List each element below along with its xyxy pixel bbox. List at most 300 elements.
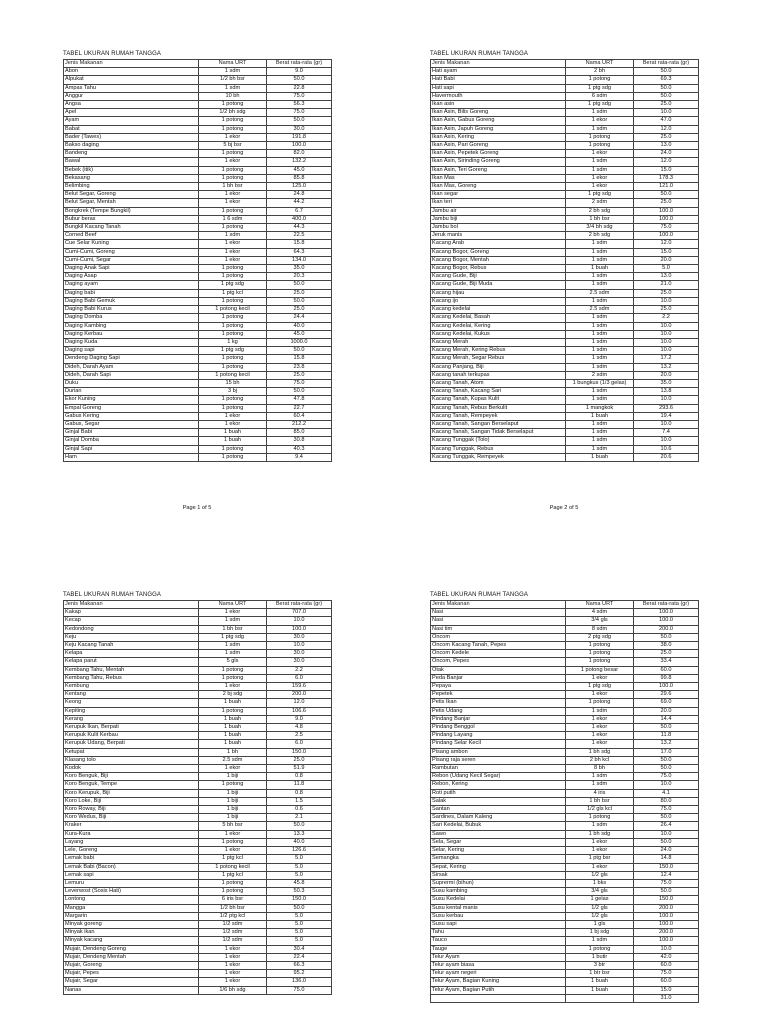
table-cell: Nanas <box>64 986 199 994</box>
table-cell: Gabus, Segar <box>64 420 199 428</box>
table-cell: 1 potong <box>199 150 267 158</box>
table-cell: 13.2 <box>634 363 699 371</box>
table-cell: 1 ptg kcl <box>199 855 267 863</box>
table-cell: 1 biji <box>199 814 267 822</box>
table-cell: 12.0 <box>634 158 699 166</box>
table-cell: 44.3 <box>267 224 332 232</box>
table-row <box>431 617 699 625</box>
table-cell: 100.0 <box>267 625 332 633</box>
table-cell: 51.9 <box>267 765 332 773</box>
table-row <box>64 437 332 445</box>
table-row <box>64 715 332 723</box>
table-row <box>64 838 332 846</box>
table-cell: Pisang raja seren <box>431 756 566 764</box>
table-row <box>64 658 332 666</box>
table-cell: 1 potong <box>199 666 267 674</box>
table-cell: 1/2 bh sdg <box>199 109 267 117</box>
table-cell: Kecap <box>64 617 199 625</box>
table-cell: 1 ekor <box>199 256 267 264</box>
table-cell: Layang <box>64 838 199 846</box>
table-row <box>64 133 332 141</box>
table-cell: Nasi <box>431 609 566 617</box>
table-cell: 20.0 <box>634 256 699 264</box>
table-cell: 1 biji <box>199 797 267 805</box>
table-cell: 1 ekor <box>199 765 267 773</box>
table-row <box>431 355 699 363</box>
table-row <box>64 830 332 838</box>
table-cell: Pindang Banjar <box>431 715 566 723</box>
table-row <box>64 773 332 781</box>
table-cell: 1 ekor <box>199 609 267 617</box>
table-cell: Kacang hijau <box>431 289 566 297</box>
table-row <box>64 199 332 207</box>
page-title: TABEL UKURAN RUMAH TANGGA <box>63 51 161 57</box>
table-cell: 106.6 <box>267 707 332 715</box>
table-row <box>431 338 699 346</box>
table-cell: Roti putih <box>431 789 566 797</box>
table-cell: 1 sdm <box>199 68 267 76</box>
table-row <box>64 847 332 855</box>
table-cell: 1 sdm <box>566 158 634 166</box>
table-cell: 7.4 <box>634 429 699 437</box>
table-cell: 50.0 <box>634 191 699 199</box>
table-row <box>431 248 699 256</box>
table-cell: 1 sdm <box>566 281 634 289</box>
table-cell: 26.4 <box>634 822 699 830</box>
table-cell: 6.0 <box>267 674 332 682</box>
table-cell: Kacang Tunggak, Rebus <box>431 445 566 453</box>
table-cell: 1 potong <box>566 945 634 953</box>
table-cell: 100.0 <box>634 937 699 945</box>
table-row <box>431 133 699 141</box>
table-cell: Petis Ikan <box>431 699 566 707</box>
table-cell: Ketupat <box>64 748 199 756</box>
table-cell: Kacang Tunggak, Rempeyek <box>431 453 566 461</box>
table-cell: 4 iris <box>566 789 634 797</box>
table-cell: 82.0 <box>267 150 332 158</box>
table-row <box>431 773 699 781</box>
table-cell: Ikan Asin, Kering <box>431 133 566 141</box>
table-row <box>64 871 332 879</box>
table-cell: 1 potong <box>566 658 634 666</box>
table-cell: 1 ekor <box>199 240 267 248</box>
table-cell: 1000.0 <box>267 338 332 346</box>
table-cell: Kentang <box>64 691 199 699</box>
table-cell: 1 ekor <box>199 191 267 199</box>
table-row <box>431 953 699 961</box>
table <box>63 600 332 995</box>
table-header <box>64 60 332 68</box>
table-cell: 1 kg <box>199 338 267 346</box>
table-row <box>64 322 332 330</box>
table-row <box>64 691 332 699</box>
table-cell: Santan <box>431 806 566 814</box>
table-cell: 10.0 <box>634 945 699 953</box>
table-cell: 1/2 gls kcl <box>566 806 634 814</box>
table-row <box>64 806 332 814</box>
table-cell: 12.0 <box>634 125 699 133</box>
table-row <box>431 158 699 166</box>
table-cell: 1 bh sdg <box>566 748 634 756</box>
table-cell: 25.0 <box>267 289 332 297</box>
table-cell: Pepaya <box>431 683 566 691</box>
table-cell: 1/6 bh sdg <box>199 986 267 994</box>
table-cell: 5.0 <box>267 871 332 879</box>
table-row <box>64 789 332 797</box>
table-row <box>431 970 699 978</box>
table-cell: 1 ekor <box>199 830 267 838</box>
table-cell: 5 bh bsr <box>199 822 267 830</box>
table-cell: 30.0 <box>267 658 332 666</box>
table-cell: Hati ayam <box>431 68 566 76</box>
table-cell: Anggur <box>64 92 199 100</box>
table-cell: 50.0 <box>634 633 699 641</box>
table-cell: Keju <box>64 633 199 641</box>
table-row <box>64 453 332 461</box>
table-cell: 2.2 <box>634 314 699 322</box>
table-cell: Telur Ayam <box>431 953 566 961</box>
table-cell: 1 ekor <box>199 683 267 691</box>
table-cell: 1 biji <box>199 773 267 781</box>
table-cell: Kacang Panjang, Biji <box>431 363 566 371</box>
table-cell: 1 ekor <box>199 420 267 428</box>
table-cell: 33.4 <box>634 658 699 666</box>
table-cell: Berat rata-rata (gr) <box>267 60 332 68</box>
table-cell: 20.3 <box>267 273 332 281</box>
table-cell: 15.8 <box>267 355 332 363</box>
table-cell: Daging Kambing <box>64 322 199 330</box>
table-cell: 6 iris bsr <box>199 896 267 904</box>
table-cell: 1 sdm <box>566 256 634 264</box>
page-3 <box>63 592 331 995</box>
table-row <box>64 650 332 658</box>
table-row <box>431 232 699 240</box>
table-cell: Susu kambing <box>431 888 566 896</box>
table-cell: Jenis Makanan <box>64 601 199 609</box>
table-cell: 1 potong <box>566 699 634 707</box>
table-cell: 29.6 <box>634 691 699 699</box>
table-cell: 12.0 <box>267 699 332 707</box>
table-cell: 30.0 <box>267 125 332 133</box>
table-cell: 50.0 <box>267 297 332 305</box>
table-cell: 6.7 <box>267 207 332 215</box>
table-cell: Belut Segar, Goreng <box>64 191 199 199</box>
table-cell: Ikan Mas, Goreng <box>431 183 566 191</box>
table-cell: 17.2 <box>634 355 699 363</box>
table-cell: 1 ekor <box>566 174 634 182</box>
table-cell: 1 ekor <box>566 674 634 682</box>
table-cell: 75.0 <box>267 379 332 387</box>
table-cell: Lemuru <box>64 879 199 887</box>
table-cell: 25.0 <box>634 650 699 658</box>
table-cell: 1 buah <box>199 699 267 707</box>
table-row <box>64 674 332 682</box>
table-cell: 1 potong <box>199 363 267 371</box>
table-cell: 30.8 <box>267 437 332 445</box>
table-cell: Bongkrek (Tempe Bungkil) <box>64 207 199 215</box>
table-cell: 1 potong <box>199 314 267 322</box>
table-cell: Koro Kerupuk, Biji <box>64 789 199 797</box>
table-cell: 30.4 <box>267 945 332 953</box>
table-cell: 1 buah <box>566 265 634 273</box>
table-cell: 20.0 <box>634 707 699 715</box>
table-cell: 1 ptg kcl <box>199 289 267 297</box>
table-row <box>64 609 332 617</box>
table-row <box>64 978 332 986</box>
table-cell: 22.4 <box>267 953 332 961</box>
table-cell: 1 potong <box>199 453 267 461</box>
table-row <box>64 150 332 158</box>
table-row <box>64 109 332 117</box>
table-row <box>64 666 332 674</box>
page-1 <box>63 51 331 462</box>
table-row <box>431 879 699 887</box>
table-row <box>64 740 332 748</box>
table-cell: Pisang ambon <box>431 748 566 756</box>
table-cell: Mujair, Goreng <box>64 961 199 969</box>
table-cell: 5.0 <box>267 863 332 871</box>
table-cell: 2.5 sdm <box>199 756 267 764</box>
table-cell: 13.0 <box>634 142 699 150</box>
table-cell: 1 sdm <box>566 248 634 256</box>
table-cell: Kembang Tahu, Mentah <box>64 666 199 674</box>
table-cell: Ikan segar <box>431 191 566 199</box>
table-cell: 1 bh <box>199 748 267 756</box>
table-row <box>431 109 699 117</box>
table-cell: 69.0 <box>634 699 699 707</box>
table-cell: 2 bh <box>566 68 634 76</box>
table-cell: Bungkil Kacang Tanah <box>64 224 199 232</box>
table-row <box>431 756 699 764</box>
table-cell: 1 potong <box>566 142 634 150</box>
table-cell: Kacang Tunggak (Tolo) <box>431 437 566 445</box>
table-row <box>431 183 699 191</box>
table-cell: 200.0 <box>634 929 699 937</box>
table-cell: Koro Wedus, Biji <box>64 814 199 822</box>
table-row <box>431 724 699 732</box>
table-cell: 1 mangkok <box>566 404 634 412</box>
table-row <box>431 674 699 682</box>
table-cell: Kacang Tanah, Sangan Tidak Berselaput <box>431 429 566 437</box>
table-cell: 293.6 <box>634 404 699 412</box>
table-cell: Nama URT <box>566 60 634 68</box>
table-cell: Susu kental manis <box>431 904 566 912</box>
table-cell: 1 potong <box>199 330 267 338</box>
table-row <box>64 707 332 715</box>
table-cell: 1 buah <box>199 715 267 723</box>
page-4 <box>430 592 698 1003</box>
table-cell: Kacang kedelai <box>431 306 566 314</box>
table-row <box>431 191 699 199</box>
table-cell: 25.0 <box>634 101 699 109</box>
table-cell: Mujair, Pepes <box>64 970 199 978</box>
table-cell: 50.0 <box>634 68 699 76</box>
table-cell: 1 ptg bsr <box>566 855 634 863</box>
table-row <box>64 404 332 412</box>
table-row <box>431 863 699 871</box>
table-cell: 5.0 <box>267 855 332 863</box>
table-cell: 3/4 gls <box>566 617 634 625</box>
table-cell: 1 buah <box>199 732 267 740</box>
table-cell: 200.0 <box>267 691 332 699</box>
table-cell: 1 buah <box>566 453 634 461</box>
table-cell: 1 buah <box>566 978 634 986</box>
table-cell: 15 bh <box>199 379 267 387</box>
table-cell: 24.4 <box>267 314 332 322</box>
table-row <box>64 396 332 404</box>
table-cell: Ham <box>64 453 199 461</box>
table-cell: 6 sdm <box>566 92 634 100</box>
table-cell: Pindang Selar Kecil <box>431 740 566 748</box>
table-cell: Kacang Bogor, Rebus <box>431 265 566 273</box>
table-cell: 1 potong <box>199 674 267 682</box>
table-cell: 30.0 <box>267 650 332 658</box>
table-header <box>431 60 699 68</box>
table-row <box>431 920 699 928</box>
table-cell: Kacang Kedelai, Kukus <box>431 330 566 338</box>
table-cell: 25.0 <box>267 306 332 314</box>
table-cell: Ginjal Babi <box>64 429 199 437</box>
table-cell: 50.0 <box>267 904 332 912</box>
table-cell: 1 bh sdg <box>566 830 634 838</box>
table-cell: 212.2 <box>267 420 332 428</box>
table-cell: 1 ekor <box>199 970 267 978</box>
table-cell: 1 ekor <box>199 961 267 969</box>
table-row <box>64 338 332 346</box>
table-cell: 1 potong <box>199 322 267 330</box>
table-cell: 100.0 <box>634 207 699 215</box>
table-cell: Ikan teri <box>431 199 566 207</box>
table-cell: 10.0 <box>634 109 699 117</box>
table-cell: 1 ekor <box>199 978 267 986</box>
table-cell: 75.0 <box>267 92 332 100</box>
table-cell: Bubur beras <box>64 215 199 223</box>
table-cell: 45.0 <box>267 166 332 174</box>
table-row <box>64 748 332 756</box>
table-cell: Kacang Tanah, Rebus Berkulit <box>431 404 566 412</box>
table-row <box>431 650 699 658</box>
table-cell: Koro Loke, Biji <box>64 797 199 805</box>
table-row <box>64 248 332 256</box>
table-cell: 50.0 <box>267 117 332 125</box>
table-cell: 150.0 <box>634 863 699 871</box>
table-cell: 24.0 <box>634 847 699 855</box>
table-cell: Bebek (itik) <box>64 166 199 174</box>
table-cell: 1 sdm <box>566 420 634 428</box>
table-cell: 10.0 <box>634 347 699 355</box>
table-cell: Kacang Merah, Segar Rebus <box>431 355 566 363</box>
table-cell: 1 potong kecil <box>199 371 267 379</box>
table-cell: Daging Anak Sapi <box>64 265 199 273</box>
table-cell: 45.8 <box>267 879 332 887</box>
table-row <box>431 822 699 830</box>
table-cell: Kacang Merah <box>431 338 566 346</box>
table-row <box>64 183 332 191</box>
table-row <box>64 363 332 371</box>
table-cell: Jambu biji <box>431 215 566 223</box>
table-cell: Rebon, Kering <box>431 781 566 789</box>
table-cell: Salak <box>431 797 566 805</box>
table-cell: 3 btr <box>566 961 634 969</box>
table-cell: Daging Babi Gemuk <box>64 297 199 305</box>
table-cell: Minyak goreng <box>64 920 199 928</box>
table-cell: 0.8 <box>267 789 332 797</box>
table-row <box>431 166 699 174</box>
table-row <box>64 986 332 994</box>
table-cell: 1 ekor <box>199 133 267 141</box>
table-cell: 5.0 <box>267 912 332 920</box>
table-cell: 13.3 <box>267 830 332 838</box>
table-cell: 1 potong <box>199 879 267 887</box>
table-cell: Minyak kacang <box>64 937 199 945</box>
table-cell: 4.8 <box>267 724 332 732</box>
table-row <box>64 781 332 789</box>
table-cell: 1 sdm <box>566 273 634 281</box>
table-cell: Koro Benguk, Tempe <box>64 781 199 789</box>
table-cell: 1 potong <box>199 445 267 453</box>
table-row <box>64 289 332 297</box>
table-row <box>64 732 332 740</box>
table-cell: 1 sdm <box>566 297 634 305</box>
table-row <box>431 666 699 674</box>
table-cell: 191.8 <box>267 133 332 141</box>
table-cell: 1 ptg sdg <box>566 191 634 199</box>
table-row <box>431 904 699 912</box>
table-cell: 1 potong <box>199 273 267 281</box>
table-row <box>431 732 699 740</box>
table-cell: Kacang Arab <box>431 240 566 248</box>
table-cell: 25.0 <box>634 199 699 207</box>
table-row <box>431 830 699 838</box>
table-row <box>64 822 332 830</box>
table-cell: Daging ayam <box>64 281 199 289</box>
table-row <box>64 117 332 125</box>
table-cell: Leverwost (Sosis Hati) <box>64 888 199 896</box>
table-cell: 13.0 <box>634 273 699 281</box>
table-row <box>64 240 332 248</box>
table-row <box>431 125 699 133</box>
table-cell: Kura-Kura <box>64 830 199 838</box>
table-cell: 1 sdm <box>566 707 634 715</box>
page-footer: Page 1 of 5 <box>182 505 212 511</box>
table-cell: 1 potong <box>566 814 634 822</box>
table-cell: 1 sdm <box>566 388 634 396</box>
table-cell: 50.0 <box>267 281 332 289</box>
table-row <box>64 855 332 863</box>
table-cell: 2 bh kcl <box>566 756 634 764</box>
table-cell: Kelapa <box>64 650 199 658</box>
table-row <box>64 970 332 978</box>
table-cell: 25.0 <box>634 133 699 141</box>
table-cell: Kembang Tahu, Rebus <box>64 674 199 682</box>
table-row <box>431 199 699 207</box>
table-cell: 1/2 sdm <box>199 937 267 945</box>
table-cell: Gabus Kering <box>64 412 199 420</box>
table-cell: Lele, Goreng <box>64 847 199 855</box>
table-cell: 1.5 <box>267 797 332 805</box>
table-cell: 1 potong <box>199 101 267 109</box>
table-cell: Kacang Tanah, Sangan Berselaput <box>431 420 566 428</box>
table-cell: 31.0 <box>634 994 699 1002</box>
table-row <box>431 871 699 879</box>
table-cell: 0.8 <box>267 773 332 781</box>
table-cell: 10.6 <box>634 445 699 453</box>
table-cell: Daging Kerbau <box>64 330 199 338</box>
table-cell: Sirsak <box>431 871 566 879</box>
table-cell: 1 potong <box>199 224 267 232</box>
table-cell: 1 potong <box>199 707 267 715</box>
table-row <box>431 265 699 273</box>
